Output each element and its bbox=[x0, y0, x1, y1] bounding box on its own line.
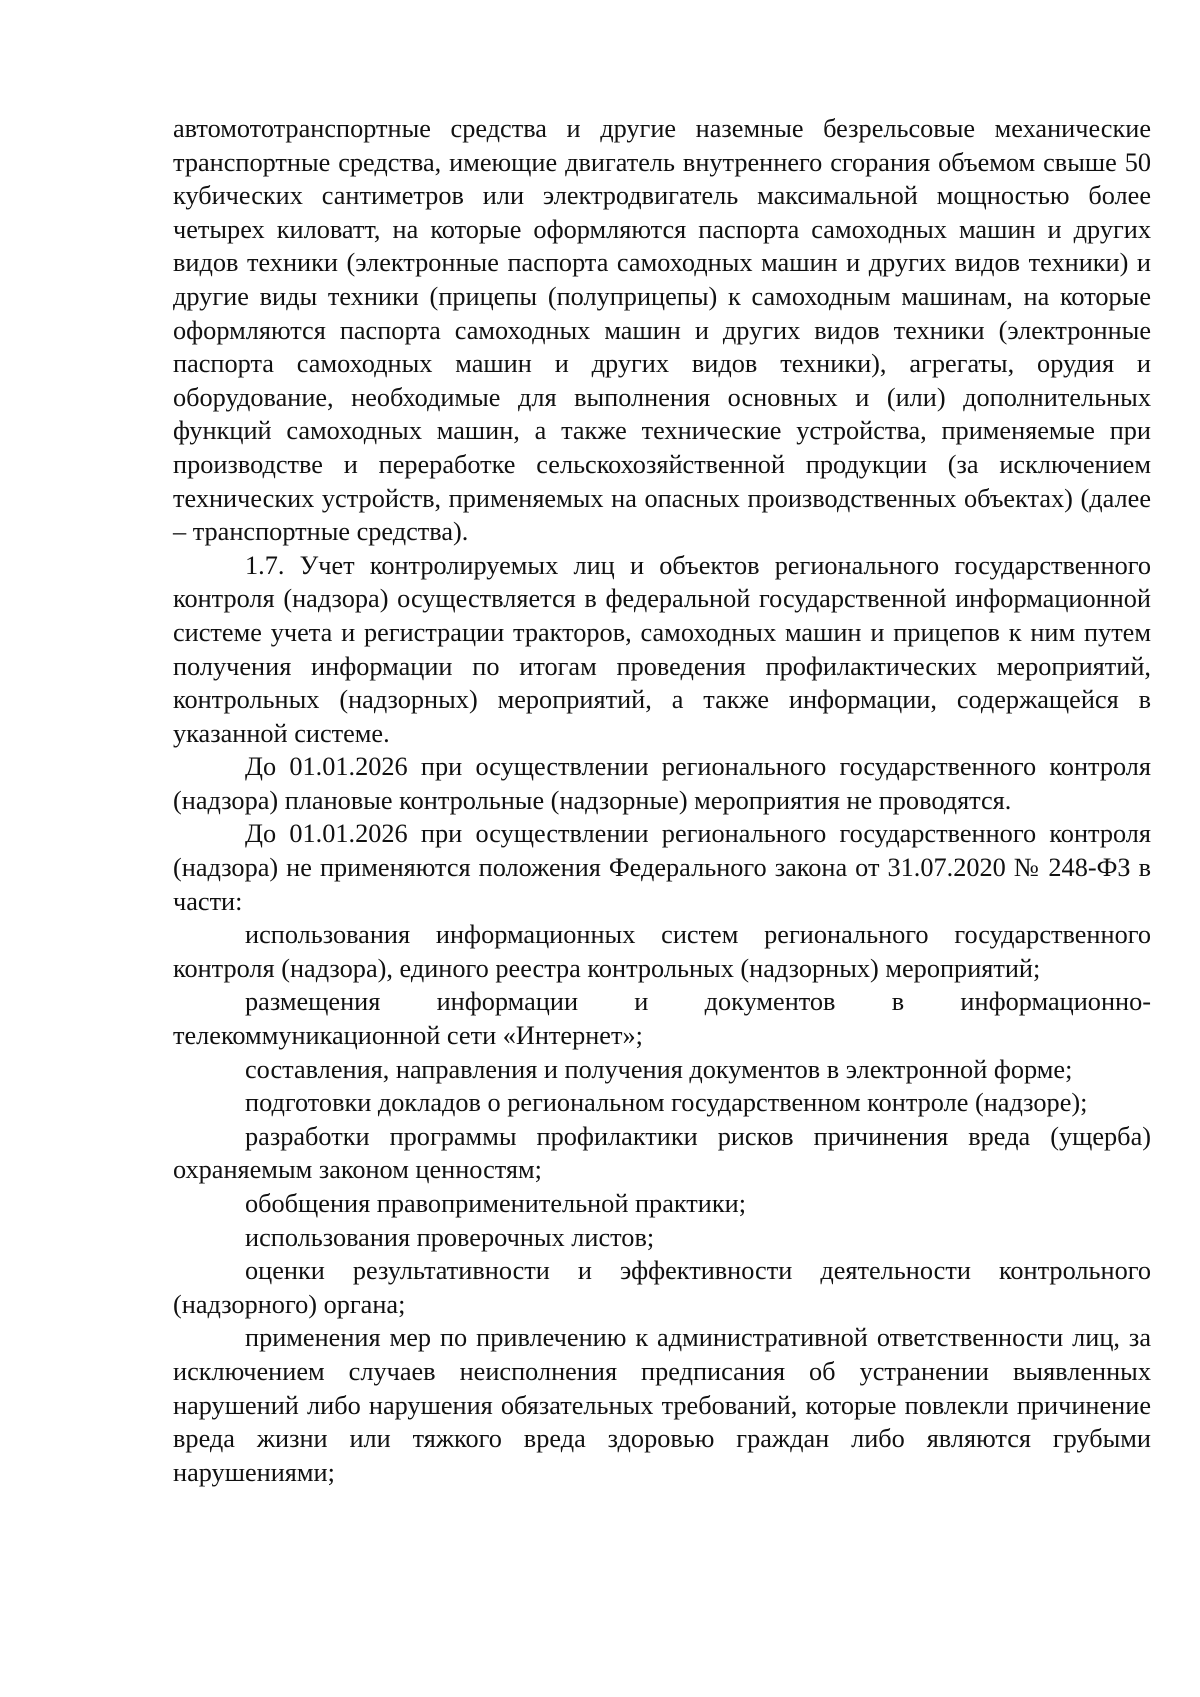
list-item-law-practice: обобщения правоприменительной практики; bbox=[245, 1189, 747, 1218]
list-item-checklists: использования проверочных листов; bbox=[245, 1222, 655, 1252]
list-item-administrative-liability: применения мер по привлечению к административной ответственности лиц, за исключением случаев неисполнения предписания об устранении выявленных нарушений либо нарушения обязательных требований, которые повлекли причинение вреда жизни или тяжкого вреда здоровью граждан либо являются грубыми нарушениями; bbox=[173, 1323, 1151, 1487]
list-item-prevention-program: разработки программы профилактики рисков причинения вреда (ущерба) охраняемым законом ценностям; bbox=[173, 1121, 1151, 1185]
document-page bbox=[173, 112, 1151, 1489]
paragraph-1-7-accounting: 1.7. Учет контролируемых лиц и объектов регионального государственного контроля (надзора) осуществляется в федеральной государственной информационной системе учета и регистрации тракторов, самоходных машин и прицепов к ним путем получения информации по итогам проведения профилактических мероприятий, контрольных (надзорных) мероприятий, а также информации, содержащейся в указанной системе. bbox=[173, 550, 1151, 748]
list-item-performance-evaluation: оценки результативности и эффективности деятельности контрольного (надзорного) органа; bbox=[173, 1256, 1151, 1319]
paragraph-vehicles-definition: автомототранспортные средства и другие наземные безрельсовые механические транспортные средства, имеющие двигатель внутреннего сгорания объемом свыше 50 кубических сантиметров или электродвигатель максимальной мощностью более четырех киловатт, на которые оформляются паспорта самоходных машин и других видов техники (электронные паспорта самоходных машин и других видов техники) и другие виды техники (прицепы (полуприцепы) к самоходным машинам, на которые оформляются паспорта самоходных машин и других видов техники (электронные паспорта самоходных машин и других видов техники), агрегаты, орудия и оборудование, необходимые для выполнения основных и (или) дополнительных функций самоходных машин, а также технические устройства, применяемые при производстве и переработке сельскохозяйственной продукции (за исключением технических устройств, применяемых на опасных производственных объектах) (далее – транспортные средства). bbox=[173, 114, 1151, 547]
paragraph-planned-measures: До 01.01.2026 при осуществлении регионального государственного контроля (надзора) плановые контрольные (надзорные) мероприятия не проводятся. bbox=[173, 752, 1151, 815]
list-item-electronic-documents: составления, направления и получения документов в электронной форме; bbox=[245, 1054, 1073, 1084]
list-item-internet-publication: размещения информации и документов в информационно-телекоммуникационной сети «Интернет»; bbox=[173, 987, 1151, 1051]
list-item-information-systems: использования информационных систем регионального государственного контроля (надзора), единого реестра контрольных (надзорных) мероприятий; bbox=[173, 920, 1151, 983]
paragraph-law-exceptions-intro: До 01.01.2026 при осуществлении регионального государственного контроля (надзора) не применяются положения Федерального закона от 31.07.2020 № 248-ФЗ в части: bbox=[173, 819, 1151, 916]
list-item-reports: подготовки докладов о региональном государственном контроле (надзоре); bbox=[245, 1088, 1088, 1118]
